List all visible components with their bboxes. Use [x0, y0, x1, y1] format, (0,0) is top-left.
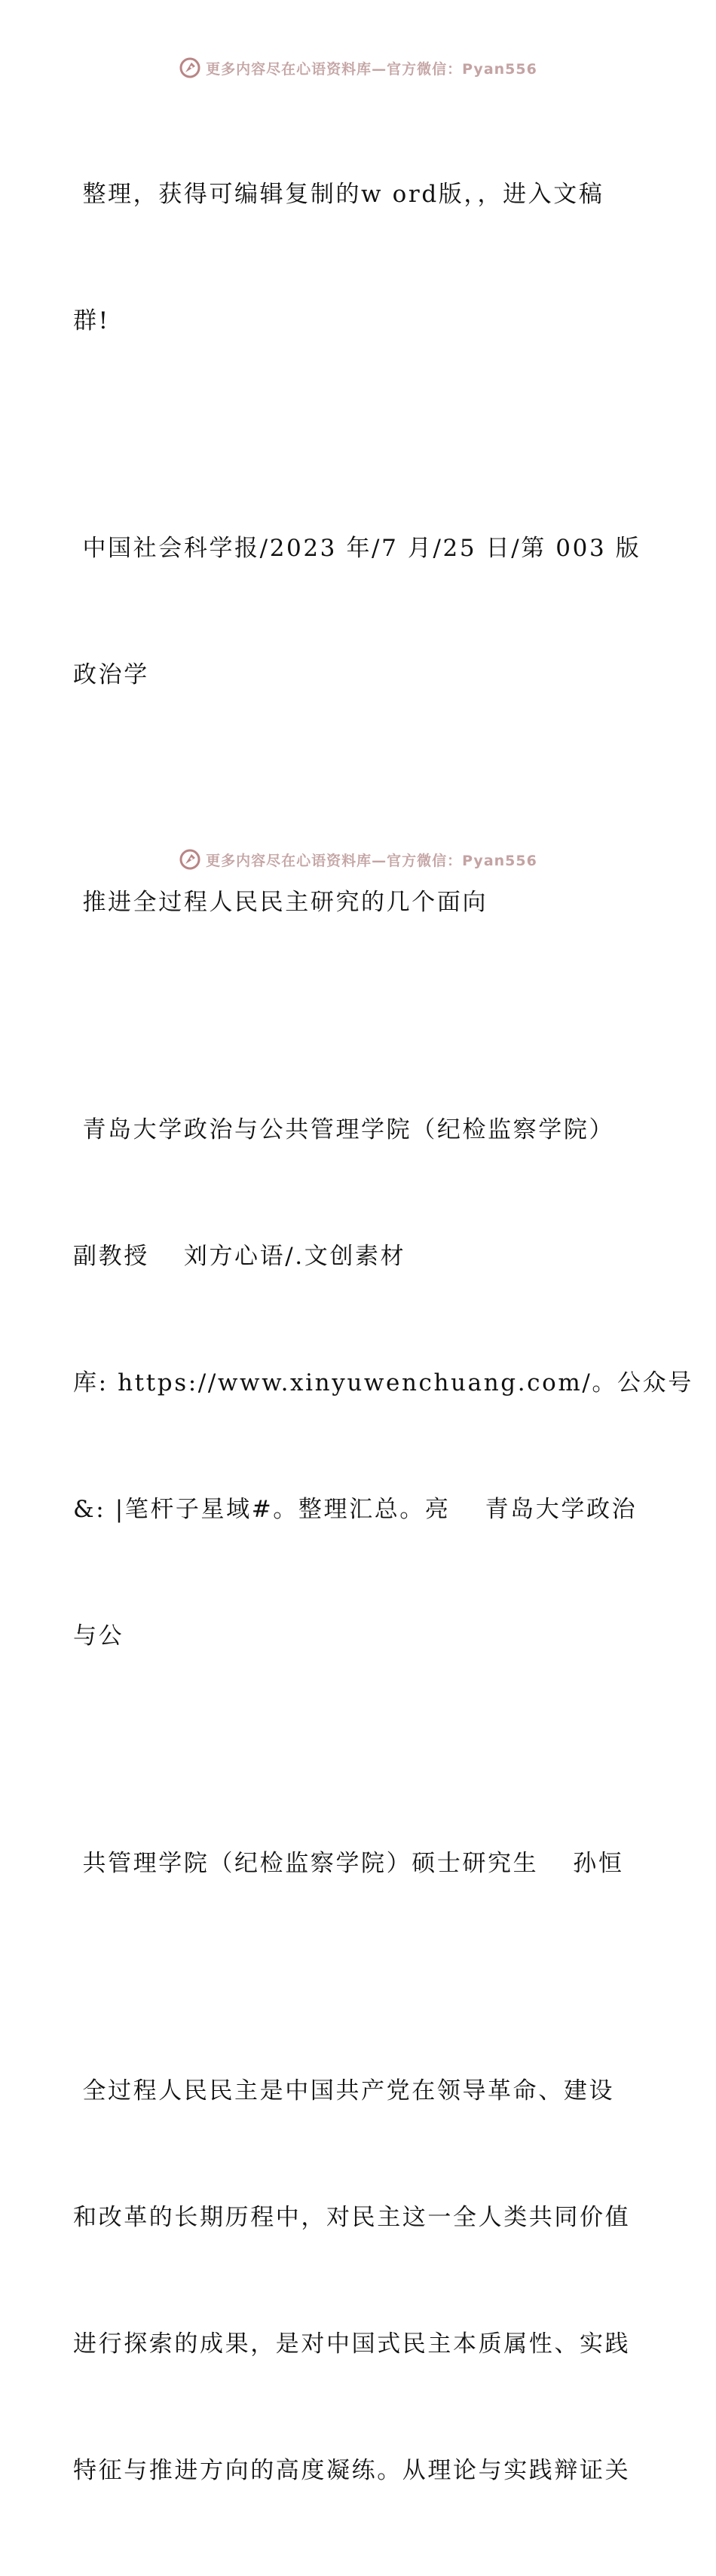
text-line: 副教授 刘方心语/.文创素材	[73, 1243, 406, 1270]
page-footer-watermark	[0, 844, 716, 874]
text-line: 群!	[73, 307, 110, 334]
text-line: 全过程人民民主是中国共产党在领导革命、建设	[73, 2077, 615, 2104]
text-line: 中国社会科学报/2023 年/7 月/25 日/第 003 版	[73, 535, 641, 562]
text-line: 和改革的长期历程中，对民主这一全人类共同价值	[73, 2204, 631, 2231]
source-paragraph	[73, 443, 643, 780]
text-line: 推进全过程人民民主研究的几个面向	[73, 889, 488, 916]
header-watermark-text: 更多内容尽在心语资料库—官方微信：Pyan556	[206, 60, 537, 78]
text-line: 青岛大学政治与公共管理学院（纪检监察学院）	[73, 1116, 615, 1143]
page-header-watermark	[0, 53, 716, 83]
pen-nib-logo-icon	[179, 56, 201, 79]
document-body	[73, 89, 693, 2576]
text-line: &: |笔杆子星域#。整理汇总。亮 青岛大学政治	[73, 1496, 638, 1523]
article-title	[73, 797, 643, 1008]
author-paragraph	[73, 1024, 693, 1741]
text-line: 特征与推进方向的高度凝练。从理论与实践辩证关	[73, 2457, 631, 2484]
body-paragraph	[73, 1985, 643, 2576]
coauthor-paragraph	[73, 1758, 643, 1969]
text-line: 库: https://www.xinyuwenchuang.com/。公众号	[73, 1369, 693, 1396]
text-line: 与公	[73, 1622, 124, 1650]
text-line: 进行探索的成果，是对中国式民主本质属性、实践	[73, 2330, 631, 2358]
text-line: 共管理学院（纪检监察学院）硕士研究生 孙恒	[73, 1850, 624, 1877]
pen-nib-logo-icon	[179, 848, 201, 871]
text-line: 政治学	[73, 661, 149, 688]
text-line: 整理，获得可编辑复制的w ord版，，进入文稿	[73, 181, 604, 208]
intro-paragraph	[73, 89, 643, 426]
footer-watermark-text: 更多内容尽在心语资料库—官方微信：Pyan556	[206, 852, 537, 869]
